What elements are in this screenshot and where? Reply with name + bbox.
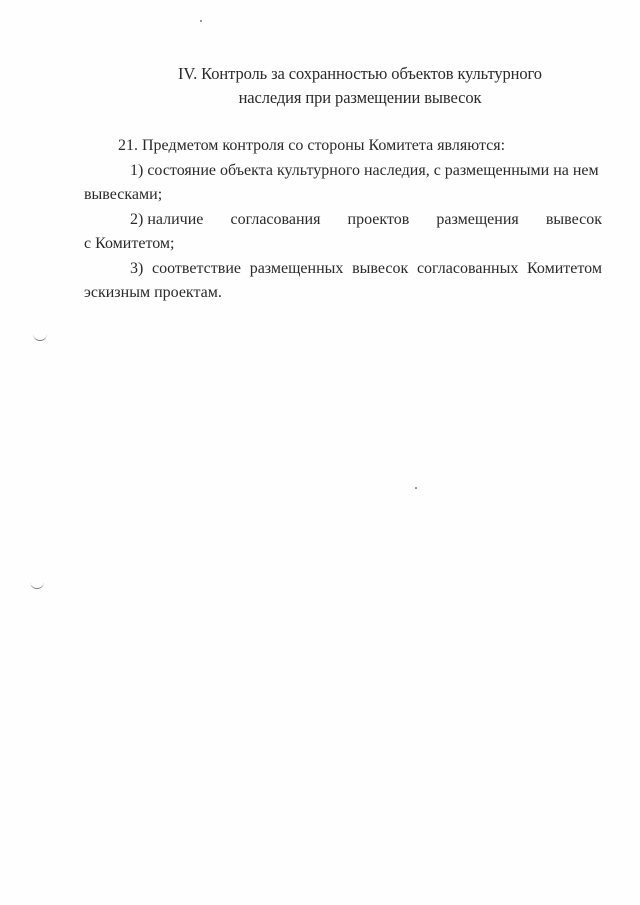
scan-speck [200, 20, 202, 22]
list-item-2-word: вывесок [545, 210, 602, 228]
heading-line-2: наследия при размещении вывесок [238, 88, 482, 107]
list-item-2-line-1 [84, 208, 602, 233]
section-heading [100, 62, 620, 110]
list-item-3-word: согласованных [416, 259, 519, 277]
heading-line-1: IV. Контроль за сохранностью объектов культурного [178, 64, 542, 83]
list-item-3-line-2: эскизным проектам. [84, 284, 222, 301]
list-item-3-word: вывесок [352, 259, 409, 277]
list-item-3-word: 3) [130, 259, 144, 277]
document-body [84, 134, 602, 306]
list-item-3 [84, 257, 602, 306]
list-item-3-word: соответствие [152, 259, 241, 277]
list-item-3-word: Комитетом [527, 259, 602, 277]
paragraph-21-text: 21. Предметом контроля со стороны Комитета являются: [118, 137, 506, 154]
list-item-3-word: размещенных [249, 259, 344, 277]
paragraph-21 [84, 134, 602, 159]
list-item-1 [84, 159, 602, 208]
binding-hole-mark [30, 582, 44, 589]
binding-hole-mark [33, 334, 47, 341]
list-item-2-word: проектов [347, 210, 410, 228]
scan-speck [415, 487, 417, 489]
list-item-2-word: 2) наличие [130, 210, 204, 228]
list-item-2 [84, 208, 602, 257]
list-item-2-word: согласования [230, 210, 321, 228]
list-item-1-line-2: вывесками; [84, 186, 163, 203]
list-item-3-line-1 [84, 257, 602, 282]
list-item-2-word: размещения [436, 210, 519, 228]
list-item-2-line-2: с Комитетом; [84, 235, 175, 252]
list-item-1-line-1: 1) состояние объекта культурного наследия, с размещенными на нем [130, 161, 599, 179]
